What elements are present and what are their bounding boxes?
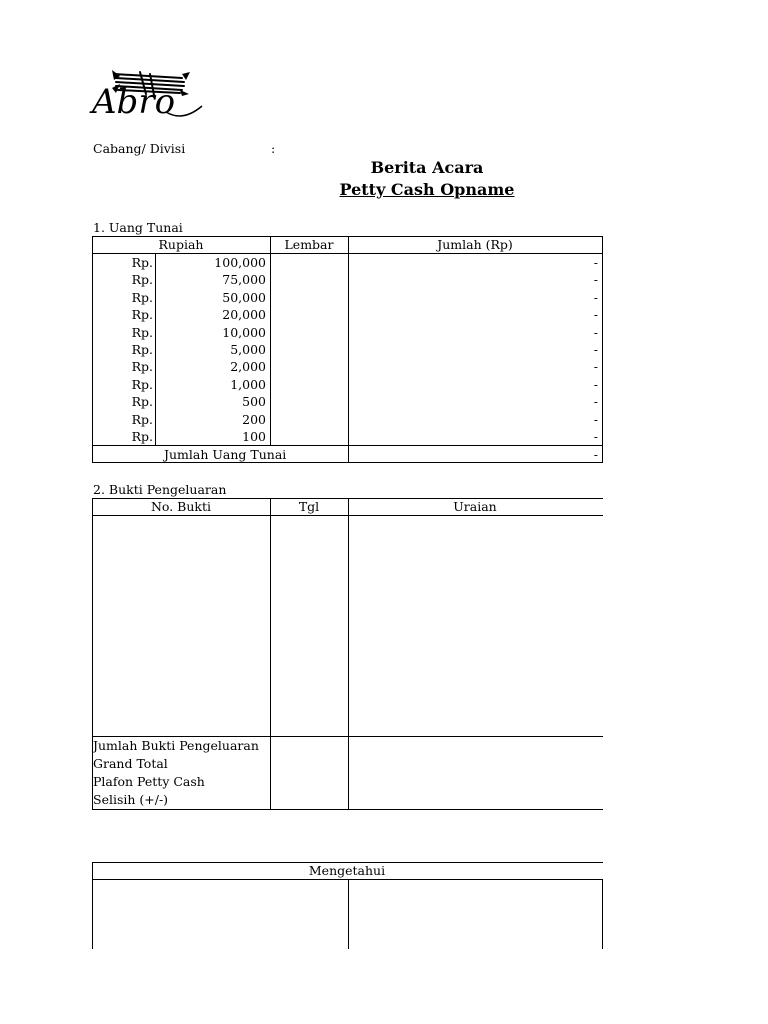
section1-heading: 1. Uang Tunai (93, 220, 183, 235)
cash-row-denomination: 75,000 (222, 272, 266, 287)
cash-row-currency: Rp. (131, 377, 153, 392)
col-header-tgl: Tgl (298, 499, 320, 514)
col-header-lembar: Lembar (284, 237, 334, 252)
col-header-jumlah: Jumlah (Rp) (437, 237, 513, 252)
total-cash-label: Jumlah Uang Tunai (164, 447, 287, 462)
col-header-rupiah: Rupiah (158, 237, 204, 252)
page-subtitle: Petty Cash Opname (339, 180, 515, 199)
cash-row-denomination: 10,000 (222, 325, 266, 340)
cash-row-amount: - (593, 412, 598, 427)
cash-row-denomination: 100 (242, 429, 266, 444)
cabang-label: Cabang/ Divisi (93, 141, 186, 156)
cash-row-currency: Rp. (131, 342, 153, 357)
cash-row-amount: - (593, 255, 598, 270)
cash-row-currency: Rp. (131, 325, 153, 340)
cash-row-currency: Rp. (131, 255, 153, 270)
cash-row-amount: - (593, 272, 598, 287)
cash-row-denomination: 1,000 (230, 377, 266, 392)
cash-row-amount: - (593, 429, 598, 444)
cash-row-denomination: 2,000 (230, 359, 266, 374)
cash-row-denomination: 5,000 (230, 342, 266, 357)
cash-row-amount: - (593, 307, 598, 322)
cash-row-denomination: 50,000 (222, 290, 266, 305)
cash-row-currency: Rp. (131, 272, 153, 287)
summary-plafon-label: Plafon Petty Cash (93, 774, 205, 789)
logo (90, 66, 205, 126)
cash-row-currency: Rp. (131, 359, 153, 374)
cash-row-amount: - (593, 359, 598, 374)
cash-row-denomination: 500 (242, 394, 266, 409)
summary-jumlah-label: Jumlah Bukti Pengeluaran (93, 738, 259, 753)
section2-heading: 2. Bukti Pengeluaran (93, 482, 227, 497)
cash-row-amount: - (593, 377, 598, 392)
cash-row-amount: - (593, 342, 598, 357)
summary-selisih-label: Selisih (+/-) (93, 792, 169, 807)
col-header-no-bukti: No. Bukti (150, 499, 212, 514)
cash-row-currency: Rp. (131, 429, 153, 444)
cabang-separator: : (271, 141, 276, 156)
cash-row-denomination: 100,000 (214, 255, 266, 270)
cash-row-amount: - (593, 290, 598, 305)
cash-row-amount: - (593, 394, 598, 409)
page-title: Berita Acara (370, 158, 484, 177)
logo-text: Abro (92, 82, 176, 122)
total-cash-value: - (593, 447, 598, 462)
cash-row-currency: Rp. (131, 412, 153, 427)
cash-row-denomination: 20,000 (222, 307, 266, 322)
col-header-uraian: Uraian (453, 499, 497, 514)
cash-row-currency: Rp. (131, 394, 153, 409)
cash-row-denomination: 200 (242, 412, 266, 427)
cash-row-amount: - (593, 325, 598, 340)
cash-row-currency: Rp. (131, 290, 153, 305)
summary-grand-total-label: Grand Total (93, 756, 168, 771)
approval-heading: Mengetahui (308, 863, 386, 878)
logo-swash-icon (164, 100, 204, 120)
cash-row-currency: Rp. (131, 307, 153, 322)
